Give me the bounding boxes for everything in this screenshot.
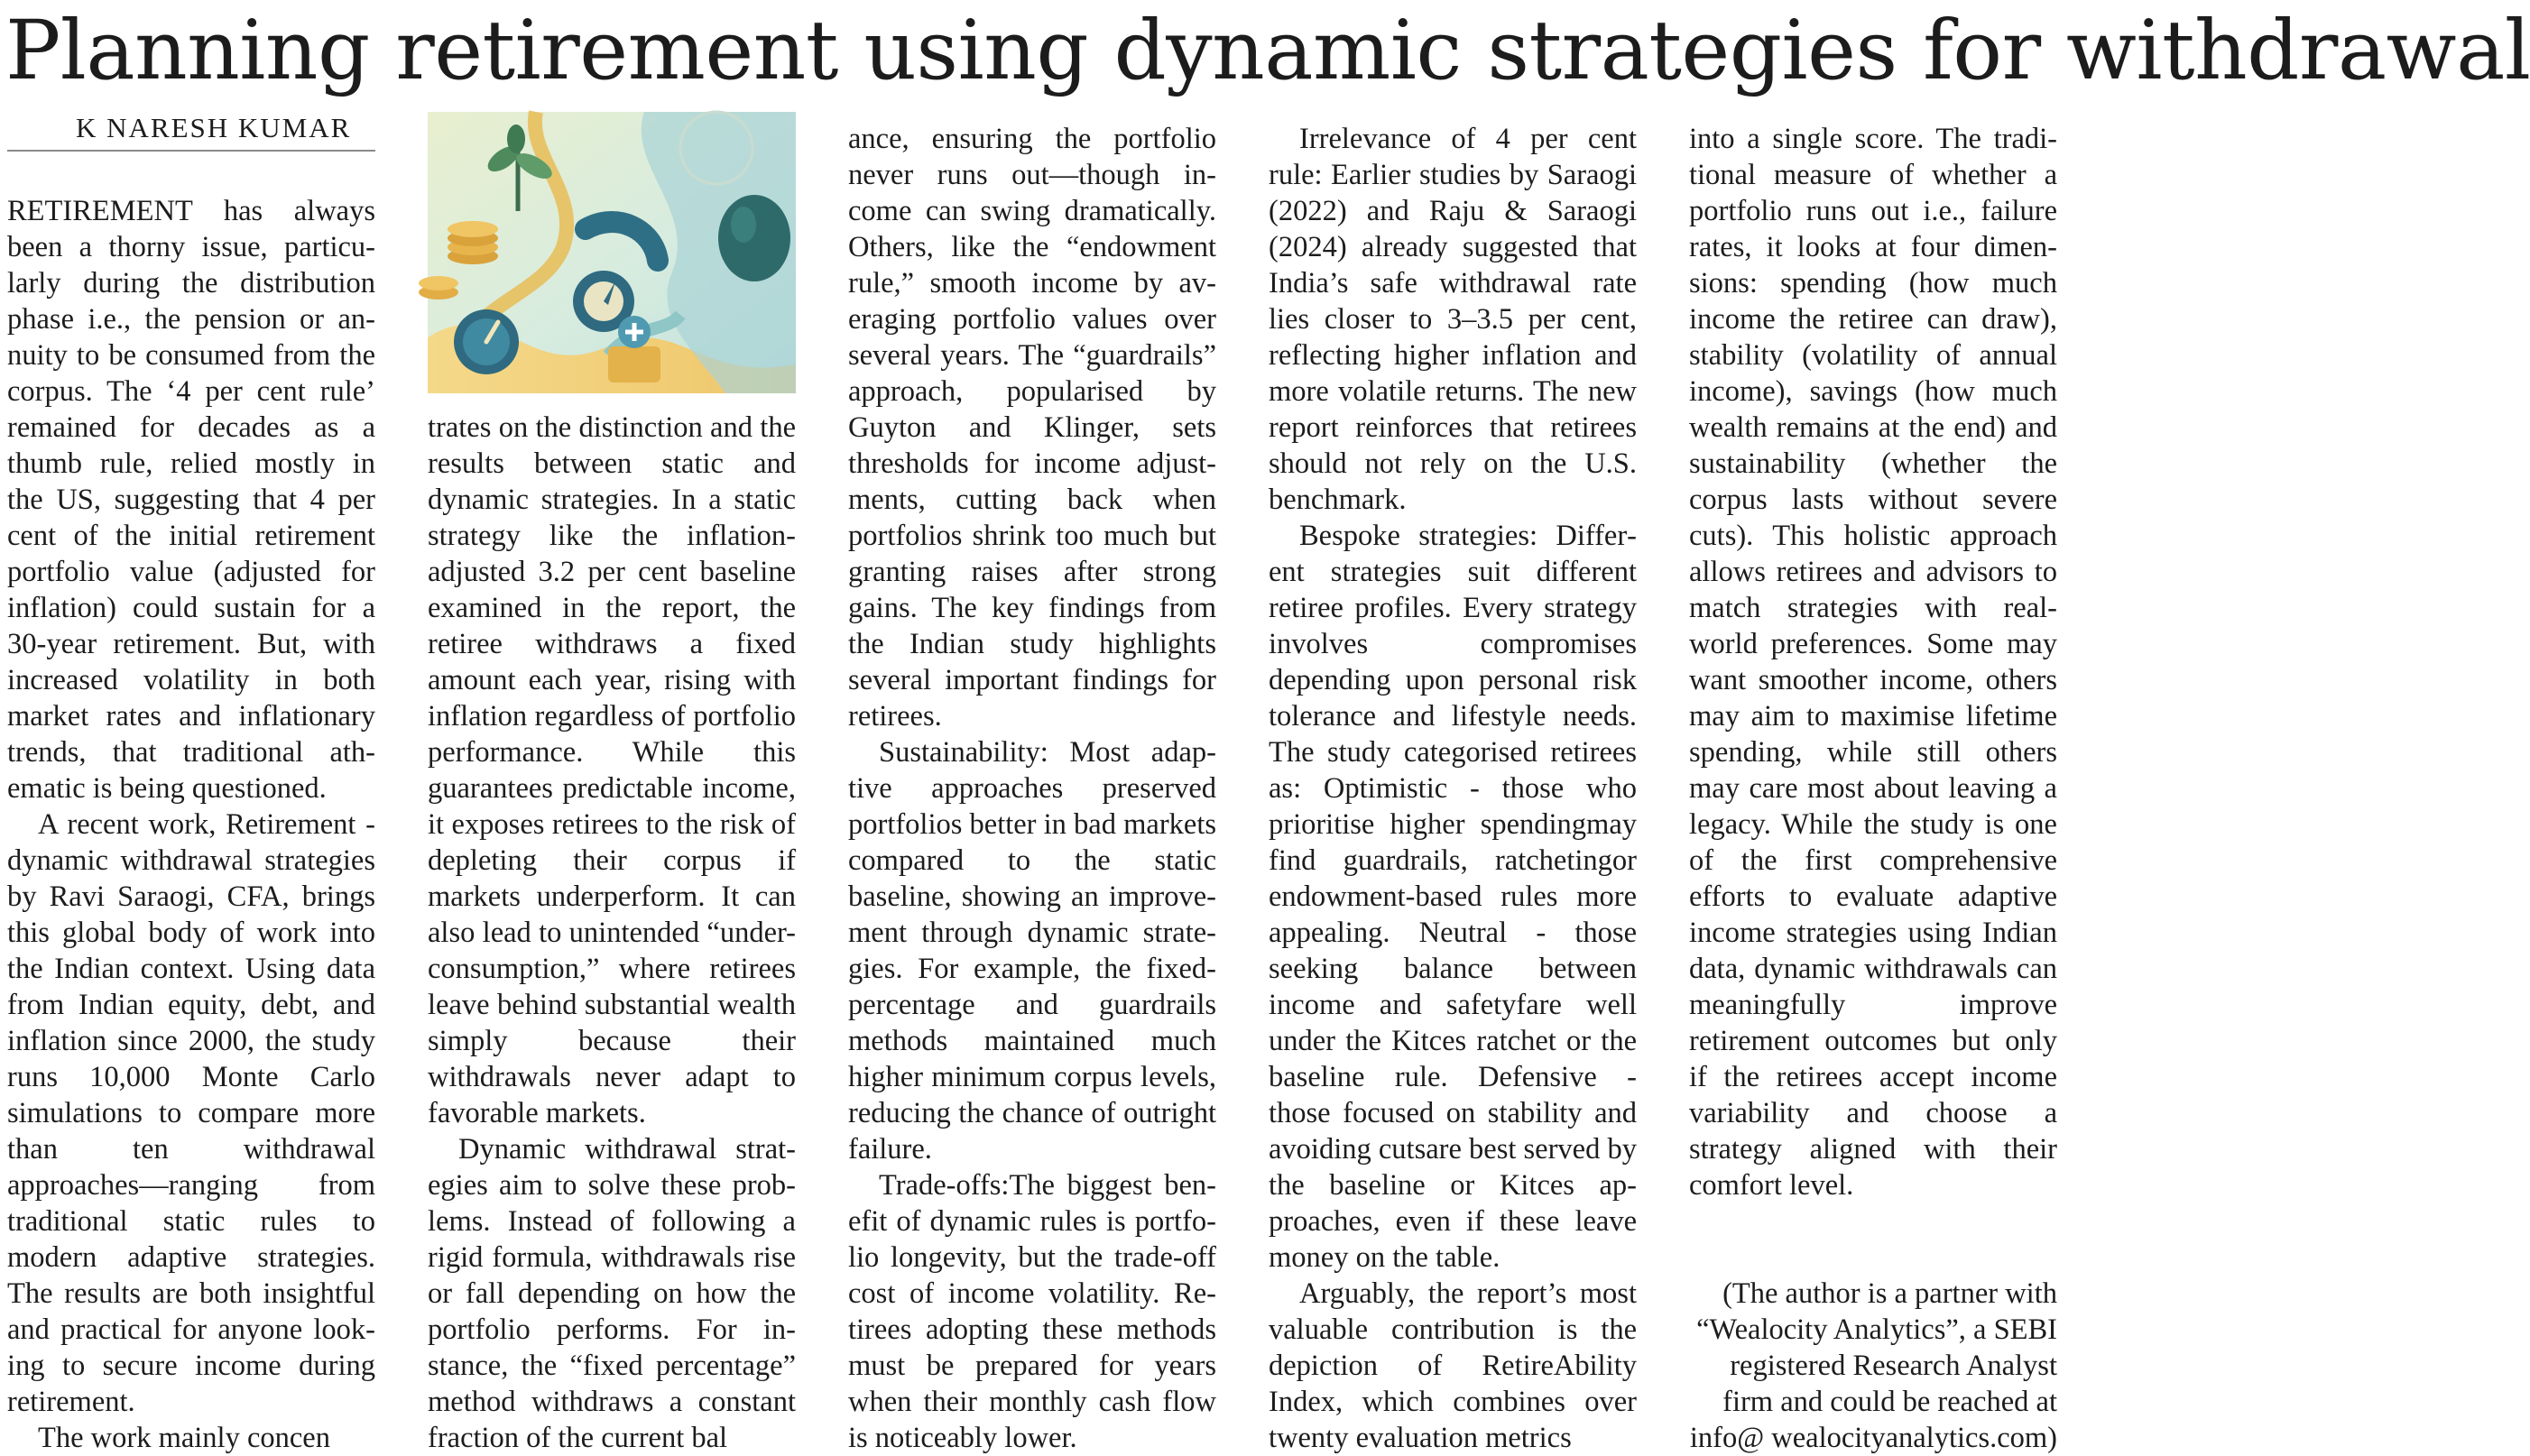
paragraph: Sustainability: Most adaptive approaches preserved portfolios better in bad markets compared to the static baseline, showing an improvement through dynamic strategies. For example, the fixed-percentage and guardrails methods maintained much higher minimum corpus levels, reducing the chance of outright failure. [848, 736, 1216, 1166]
globe-icon [718, 195, 790, 281]
paragraph: Arguably, the report’s most valuable contribution is the depiction of RetireAbility Index, which combines over twenty evaluation metrics [1269, 1277, 1637, 1454]
column-5 [1689, 121, 2057, 1456]
column-2 [428, 410, 796, 1456]
column-1 [7, 193, 375, 1456]
article-illustration [428, 112, 796, 393]
paragraph: RETIREMENT has always been a thorny issue, particularly during the distribution phase i.e., the pension or annuity to be consumed from the corpus. The ‘4 per cent rule’ remained for decades as a thumb rule, relied mostly in the US, suggesting that 4 per cent of the initial retirement portfolio value (adjusted for inflation) could sustain for a 30-year retirement. But, with increased volatility in both market rates and inflationary trends, that traditional athematic is being questioned. [7, 195, 375, 805]
paragraph: into a single score. The traditional measure of whether a portfolio runs out i.e., failure rates, it looks at four dimensions: spending (how much income the retiree can draw), stability (volatility of annual income), savings (how much wealth remains at the end) and sustainability (whether the corpus lasts without severe cuts). This holistic approach allows retirees and advisors to match strategies with real-world preferences. Some may want smoother income, others may aim to maximise lifetime spending, while still others may care most about leaving a legacy. While the study is one of the first comprehensive efforts to evaluate adaptive income strategies using Indian data, dynamic withdrawals can meaningfully improve retirement outcomes but only if the retirees accept income variability and choose a strategy aligned with their comfort level. [1689, 123, 2057, 1202]
byline-divider [7, 150, 375, 152]
column-4 [1269, 121, 1637, 1456]
illustration-svg [428, 112, 796, 393]
paragraph: Dynamic withdrawal strategies aim to solve these problems. Instead of following a rigid formula, withdrawals rise or fall depending on how the portfolio performs. For instance, the “fixed percentage” method withdraws a constant fraction of the current bal [428, 1133, 796, 1454]
paragraph: Bespoke strategies: Different strategies suit different retiree profiles. Every strategy involves compromises depending upon personal risk tolerance and lifestyle needs. The study categorised retirees as: Optimistic - those who prioritise higher spendingmay find guardrails, ratchetingor endowment-based rules more appealing. Neutral - those seeking balance between income and safetyfare well under the Kitces ratchet or the baseline rule. Defensive - those focused on stability and avoiding cutsare best served by the baseline or Kitces approaches, even if these leave money on the table. [1269, 520, 1637, 1274]
paragraph: trates on the distinction and the results between static and dynamic strategies. In a static strategy like the inflation-adjusted 3.2 per cent baseline examined in the report, the retiree withdraws a fixed amount each year, rising with inflation regardless of portfolio performance. While this guarantees predictable income, it exposes retirees to the risk of depleting their corpus if markets underperform. It can also lead to unintended “under-consumption,” where retirees leave behind substantial wealth simply because their withdrawals never adapt to favorable markets. [428, 411, 796, 1129]
paragraph: Irrelevance of 4 per cent rule: Earlier studies by Saraogi (2022) and Raju & Saraogi (2024) already suggested that India’s safe withdrawal rate lies closer to 3–3.5 per cent, reflecting higher inflation and more volatile returns. The new report reinforces that retirees should not rely on the U.S. benchmark. [1269, 123, 1637, 516]
byline: K NARESH KUMAR [76, 112, 352, 143]
author-note: (The author is a partner with “Wealocity Analytics”, a SEBI registered Research Analyst firm and could be reached at info@ wealocityanalytics.com) [1689, 1277, 2057, 1454]
paragraph: ance, ensuring the portfolio never runs out—though income can swing dramatically. Others, like the “endowment rule,” smooth income by averaging portfolio values over several years. The “guardrails” approach, popularised by Guyton and Klinger, sets thresholds for income adjustments, cutting back when portfolios shrink too much but granting raises after strong gains. The key findings from the Indian study highlights several important findings for retirees. [848, 123, 1216, 733]
gauge-icon [454, 309, 519, 374]
paragraph: A recent work, Retirement - dynamic withdrawal strategies by Ravi Saraogi, CFA, brings this global body of work into the Indian context. Using data from Indian equity, debt, and inflation since 2000, the study runs 10,000 Monte Carlo simulations to compare more than ten withdrawal approaches—ranging from traditional static rules to modern adaptive strategies. The results are both insightful and practical for anyone looking to secure income during retirement. [7, 808, 375, 1418]
headline: Planning retirement using dynamic strategies for withdrawal [5, 4, 2530, 98]
column-3 [848, 121, 1216, 1456]
paragraph: The work mainly concen [38, 1422, 330, 1454]
paragraph: Trade-offs:The biggest benefit of dynamic rules is portfolio longevity, but the trade-off cost of income volatility. Retirees adopting these methods must be prepared for years when their monthly cash flow is noticeably lower. [848, 1169, 1216, 1454]
